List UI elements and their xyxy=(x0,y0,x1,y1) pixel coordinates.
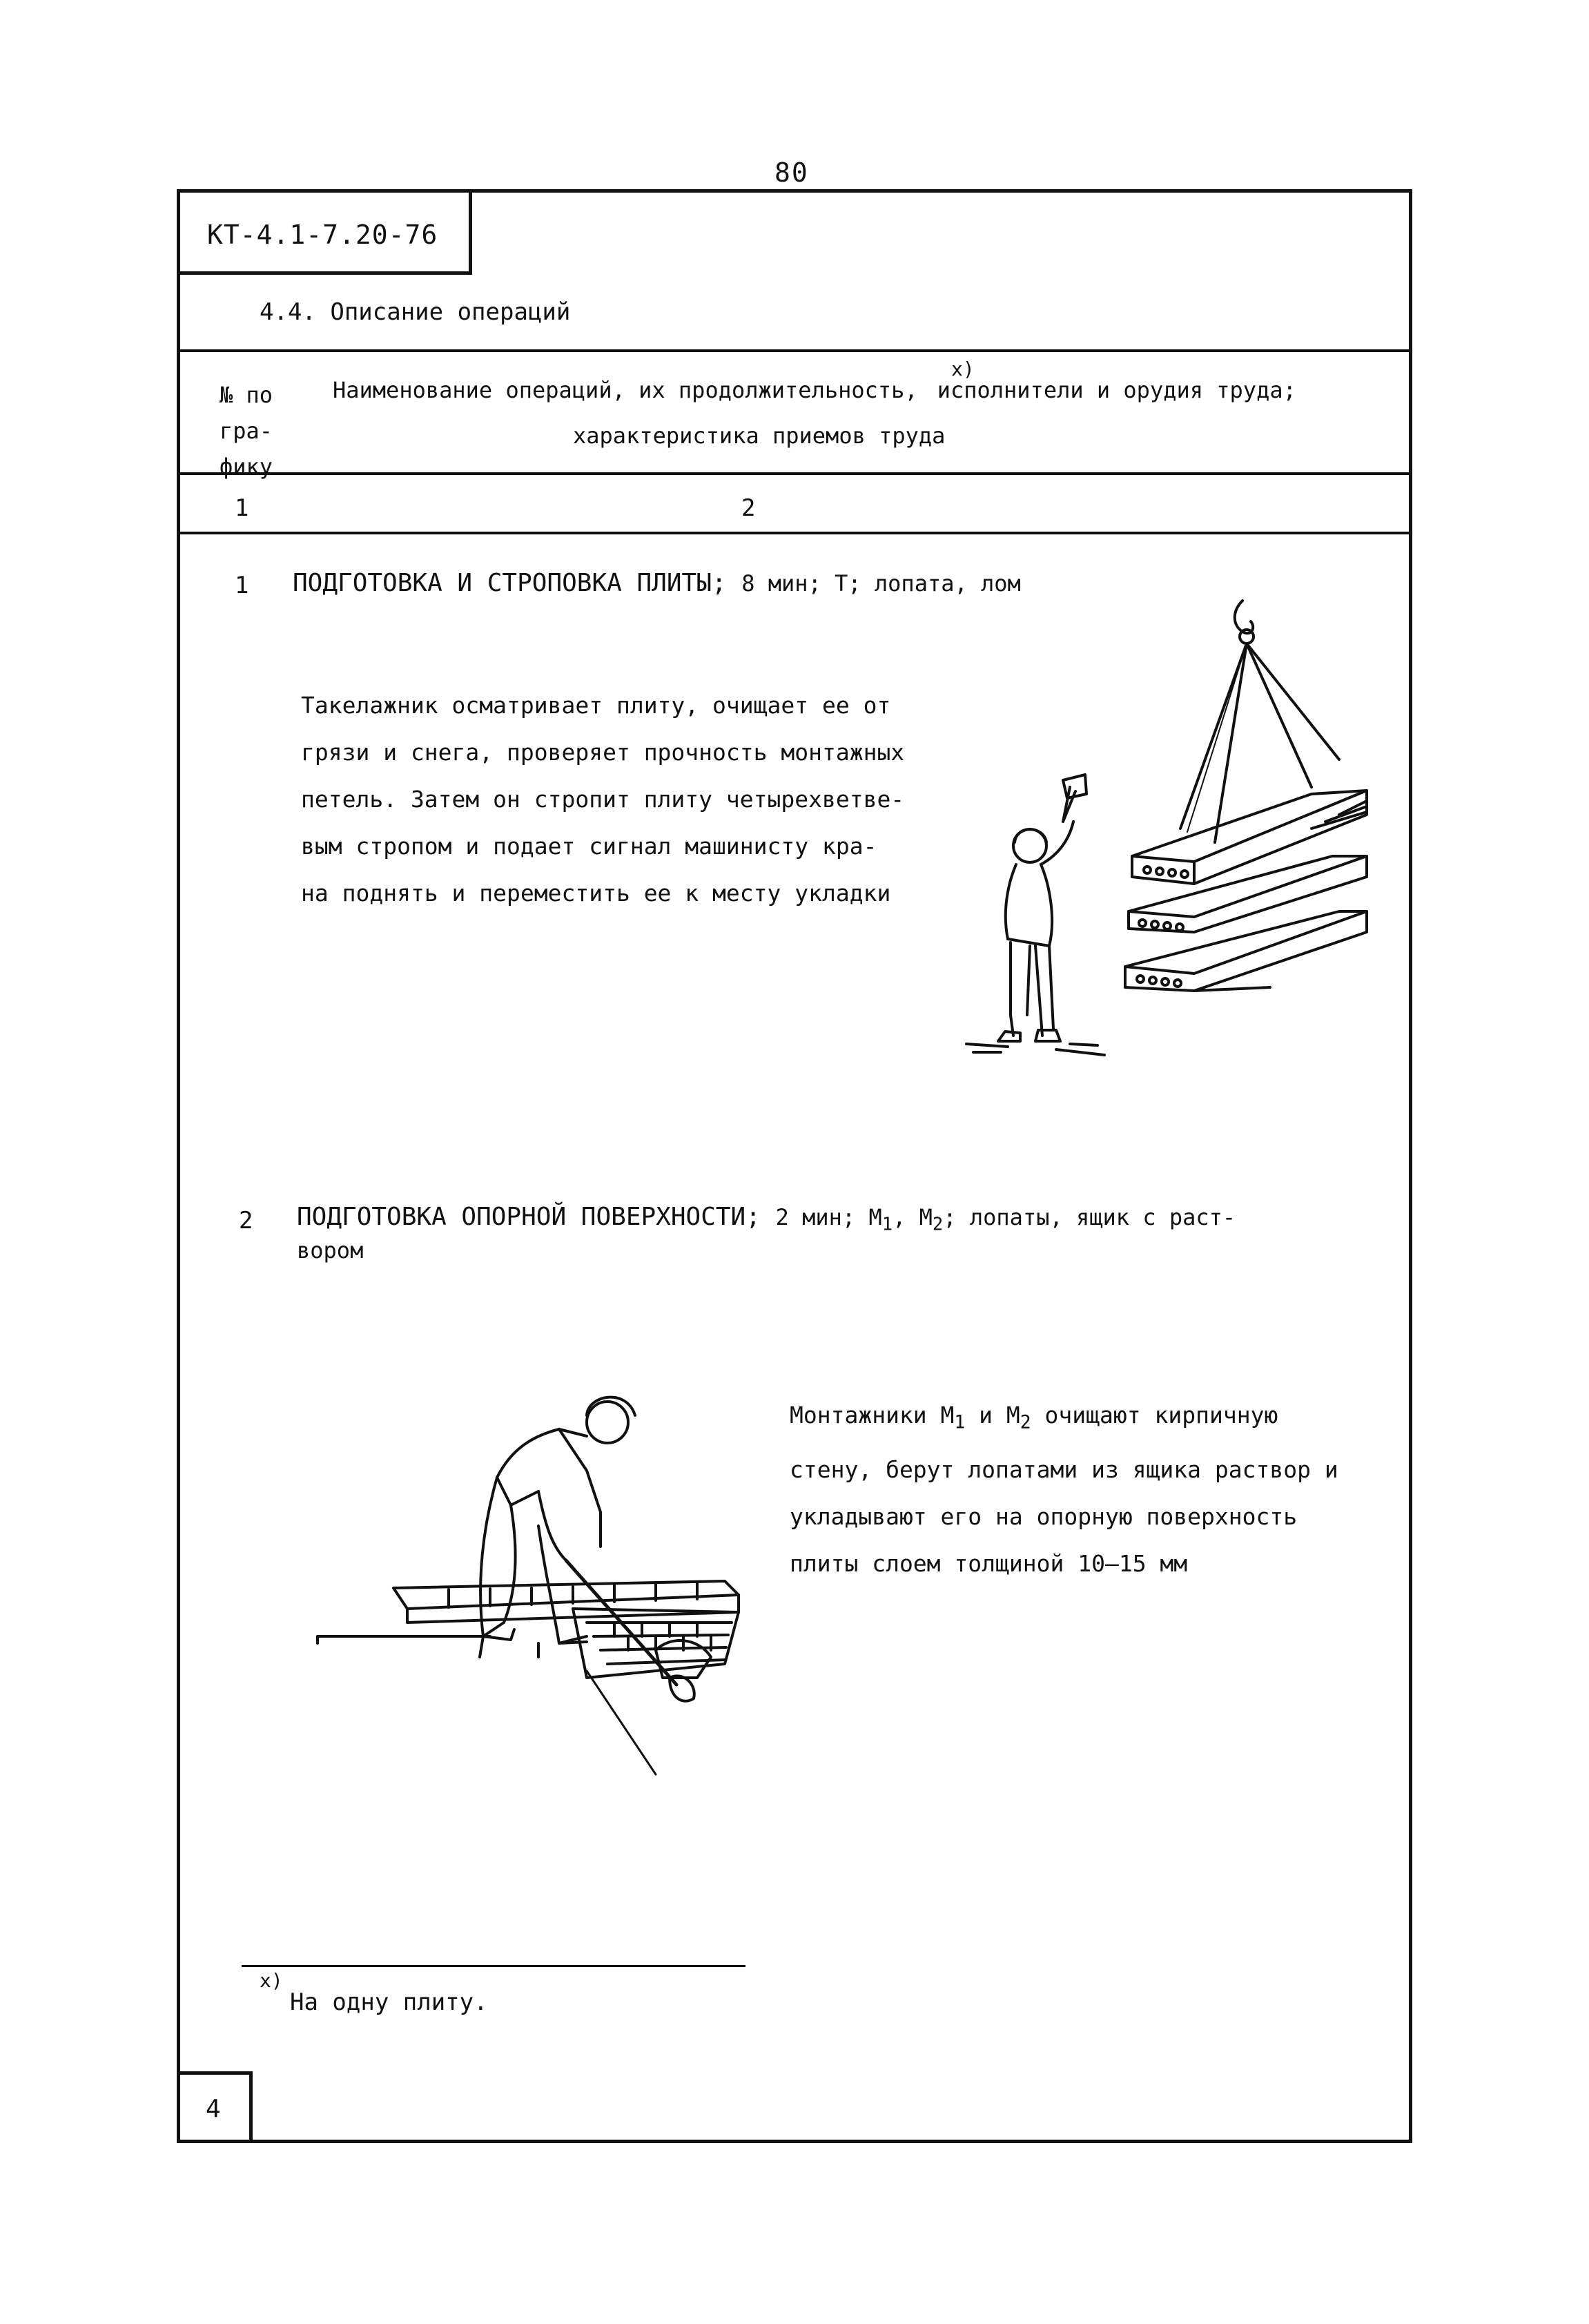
operation-title-line2: вором xyxy=(297,1237,364,1263)
description-line: Такелажник осматривает плиту, очищает ее от xyxy=(301,692,891,719)
description-line: плиты слоем толщиной 10–15 мм xyxy=(790,1549,1188,1577)
operation-description xyxy=(301,682,943,917)
doc-code: КТ-4.1-7.20-76 xyxy=(207,220,438,250)
operation-number: 2 xyxy=(239,1207,253,1234)
column-number-1: 1 xyxy=(235,494,249,522)
header-col1-line: гра- xyxy=(220,418,273,444)
operation-title xyxy=(297,1203,1387,1234)
description-line: грязи и снега, проверяет прочность монтажных xyxy=(301,739,905,766)
description-line: петель. Затем он стропит плиту четырехветве- xyxy=(301,786,905,813)
desc-part: Монтажники М xyxy=(790,1402,955,1429)
operation-title-caps: ПОДГОТОВКА ОПОРНОЙ ПОВЕРХНОСТИ; xyxy=(297,1203,761,1231)
header-col1-line: № по xyxy=(220,382,273,408)
mason-spreading-mortar-illustration xyxy=(311,1374,752,1788)
page-frame xyxy=(177,189,1412,2143)
description-line: укладывают его на опорную поверхность xyxy=(790,1502,1298,1530)
section-title: 4.4. Описание операций xyxy=(260,298,571,326)
operation-title xyxy=(293,569,1021,597)
column-numbers-rule xyxy=(177,532,1412,534)
header-col2-text: Наименование операций, их продолжительность, xyxy=(333,377,918,403)
operation-number: 1 xyxy=(235,572,249,599)
operation-title-details: 8 мин; Т; лопата, лом xyxy=(741,570,1021,597)
footnote-text: На одну плиту. xyxy=(290,1988,488,2016)
description-line xyxy=(790,1392,1397,1446)
header-col2-line2: характеристика приемов труда xyxy=(573,423,946,449)
header-col1 xyxy=(220,377,273,485)
desc-part: и М xyxy=(965,1402,1020,1429)
description-line: на поднять и переместить ее к месту укладки xyxy=(301,880,891,907)
footnote-marker: x) xyxy=(260,1969,283,1992)
column-number-2: 2 xyxy=(741,494,756,522)
title-part: ; лопаты, ящик с раст- xyxy=(943,1204,1236,1230)
rigger-slinging-slab-illustration xyxy=(953,594,1394,1091)
header-col2-line1 xyxy=(333,377,1296,403)
subscript: 1 xyxy=(954,1411,966,1433)
header-col1-line: фику xyxy=(220,454,273,480)
table-top-rule xyxy=(177,349,1412,352)
sheet-number: 4 xyxy=(206,2095,221,2123)
operation-title-caps: ПОДГОТОВКА И СТРОПОВКА ПЛИТЫ; xyxy=(293,569,727,597)
operation-description xyxy=(790,1392,1397,1587)
header-footnote-marker: x) xyxy=(951,358,975,380)
description-line: стену, берут лопатами из ящика раствор и xyxy=(790,1455,1338,1483)
subscript: 2 xyxy=(932,1214,944,1235)
title-part: 2 мин; М xyxy=(775,1204,882,1230)
subscript: 1 xyxy=(881,1214,893,1235)
header-bottom-rule xyxy=(177,472,1412,475)
description-line: вым стропом и подает сигнал машинисту кра- xyxy=(301,833,877,860)
subscript: 2 xyxy=(1020,1411,1031,1433)
operation-title-details xyxy=(775,1204,1236,1235)
title-part: , М xyxy=(893,1204,933,1230)
page-number: 80 xyxy=(774,157,809,188)
footnote-rule xyxy=(242,1965,745,1967)
header-col2-end: исполнители и орудия труда; xyxy=(937,377,1296,403)
desc-part: очищают кирпичную xyxy=(1031,1402,1278,1429)
